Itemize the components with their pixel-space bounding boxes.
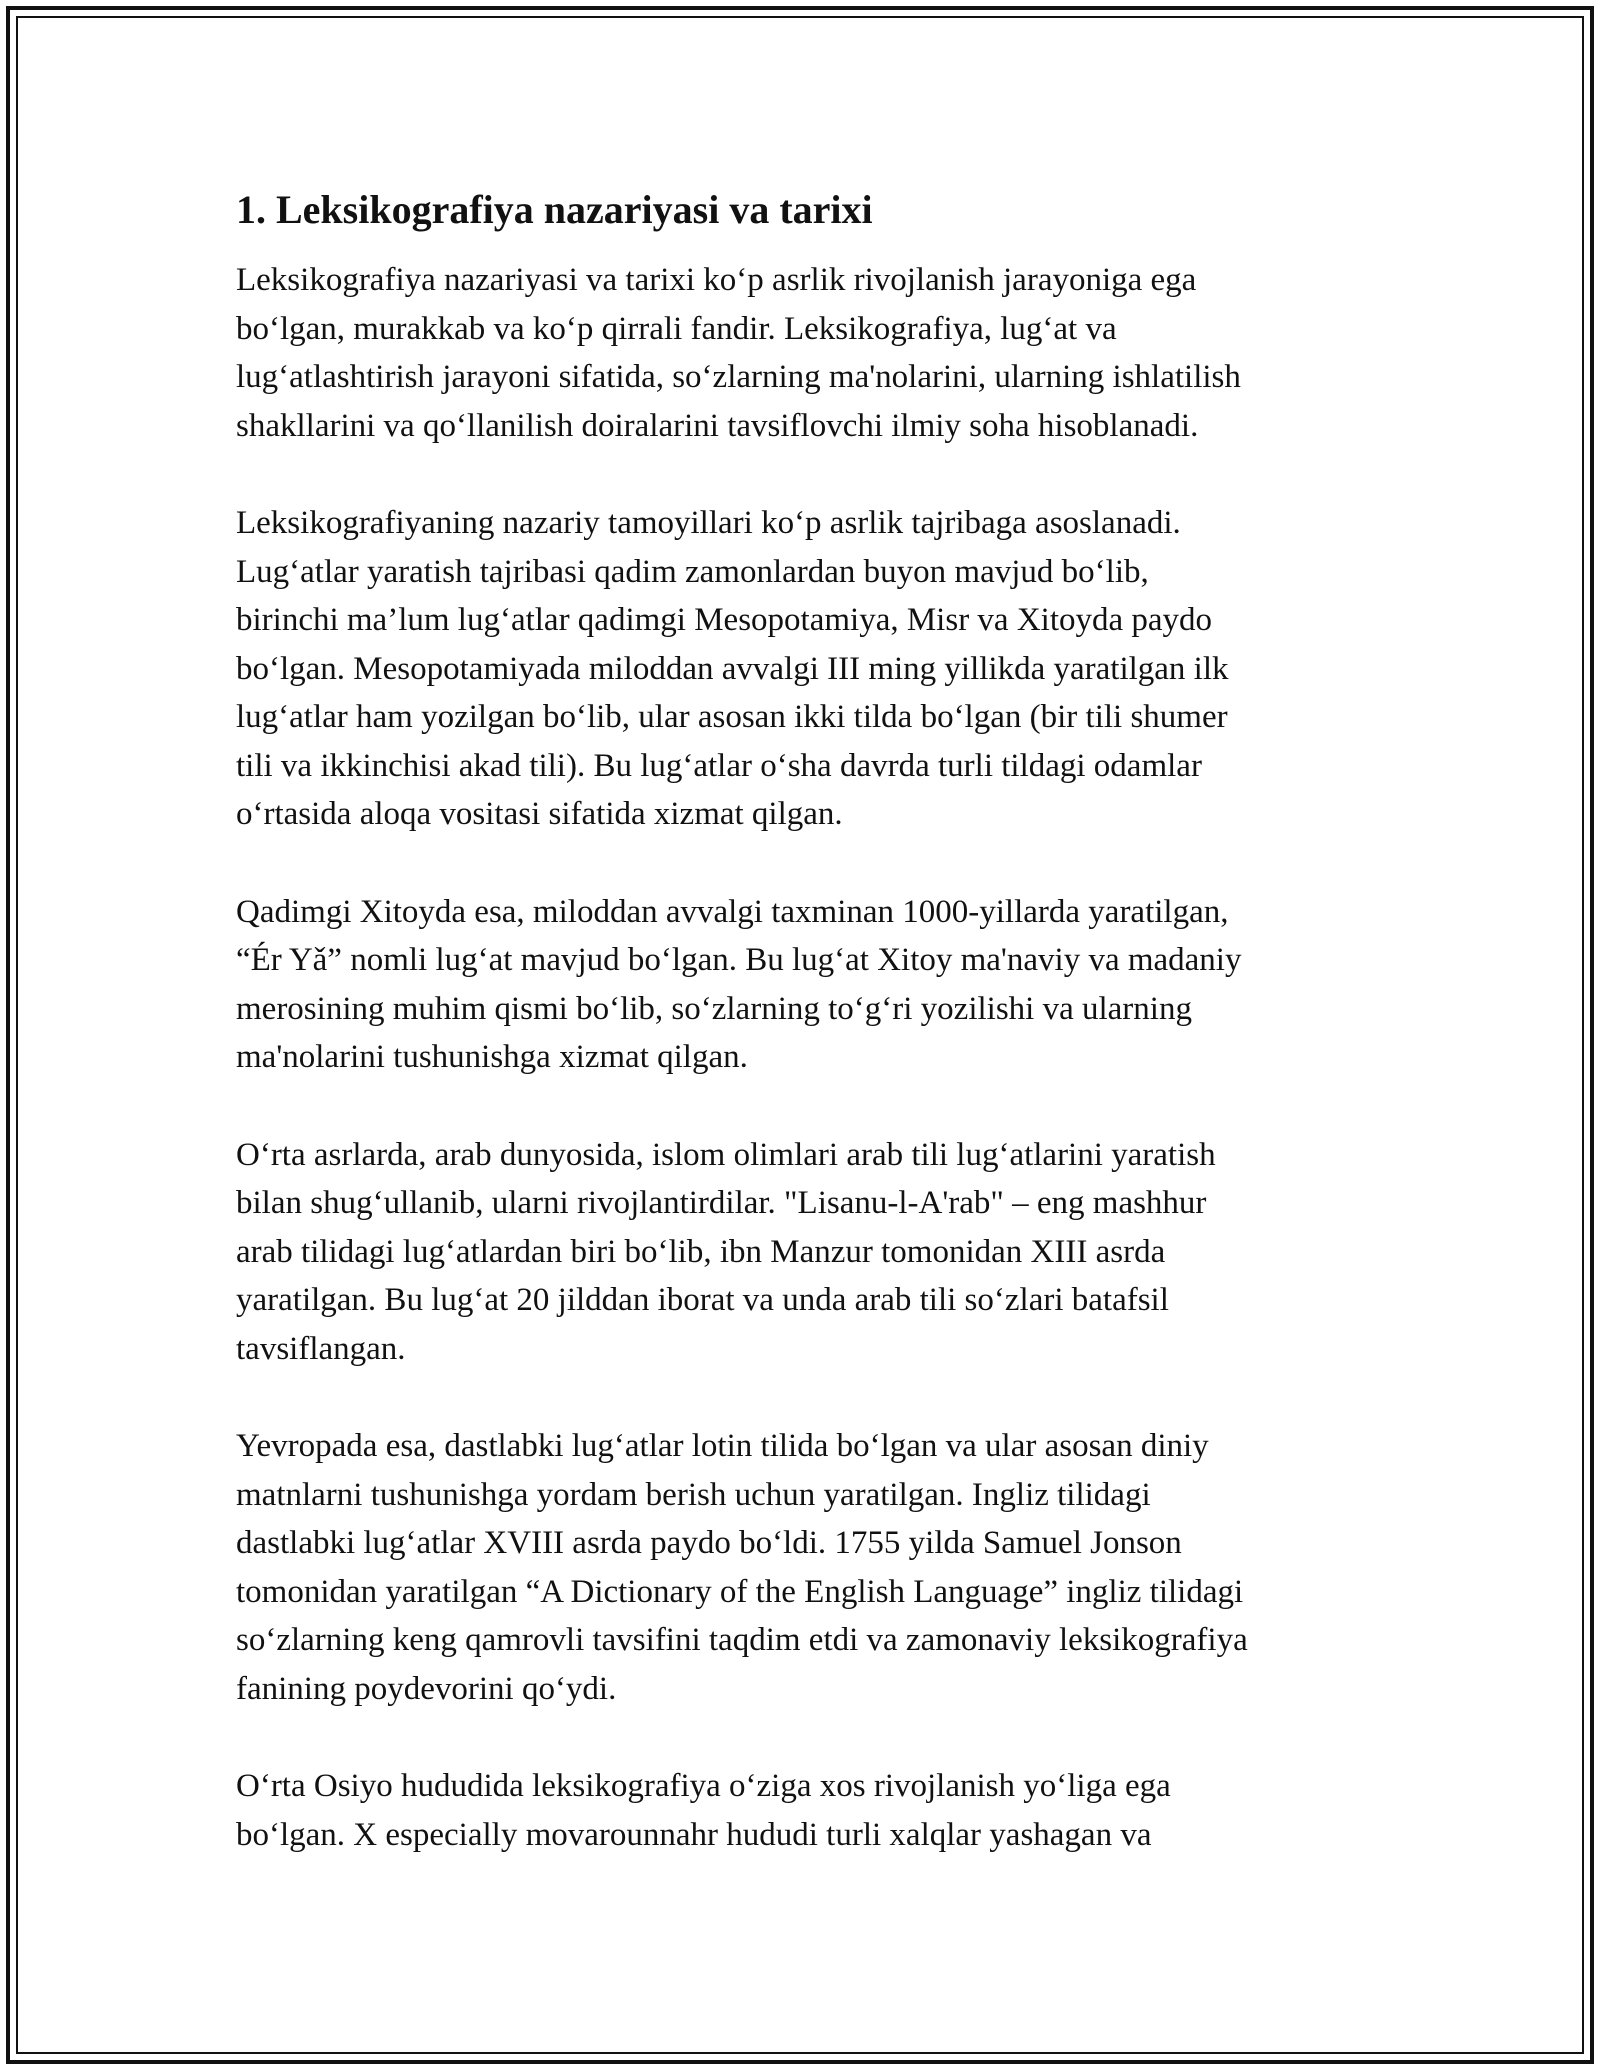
paragraph-intro: Leksikografiya nazariyasi va tarixi koʻp asrlik rivojlanish jarayoniga ega boʻlgan, murakkab va koʻp qirrali fandir. Leksikografiya, lugʻat va lugʻatlashtirish jarayoni sifatida, soʻzlarning ma'nolarini, ularning ishlatilish shakllarini va qoʻllanilish doiralarini tavsiflovchi ilmiy soha hisoblanadi. [236,262,1241,444]
paragraph-arab-world: Oʻrta asrlarda, arab dunyosida, islom olimlari arab tili lugʻatlarini yaratish bilan shugʻullanib, ularni rivojlantirdilar. "Lisanu-l-A'rab" – eng mashhur arab tilidagi lugʻatlardan biri boʻlib, ibn Manzur tomonidan XIII asrda yaratilgan. Bu lugʻat 20 jilddan iborat va unda arab tili soʻzlari batafsil tavsiflangan. [236,1136,1216,1367]
paragraph-mesopotamia: Leksikografiyaning nazariy tamoyillari koʻp asrlik tajribaga asoslanadi. Lugʻatlar yaratish tajribasi qadim zamonlardan buyon mavjud boʻlib, birinchi ma’lum lugʻatlar qadimgi Mesopotamiya, Misr va Xitoyda paydo boʻlgan. Mesopotamiyada miloddan avvalgi III ming yillikda yaratilgan ilk lugʻatlar ham yozilgan boʻlib, ular asosan ikki tilda boʻlgan (bir tili shumer tili va ikkinchisi akad tili). Bu lugʻatlar oʻsha davrda turli tildagi odamlar oʻrtasida aloqa vositasi sifatida xizmat qilgan. [236,505,1229,832]
section-heading: 1. Leksikografiya nazariyasi va tarixi [236,187,873,232]
paragraph-europe: Yevropada esa, dastlabki lugʻatlar lotin tilida boʻlgan va ular asosan diniy matnlarni tushunishga yordam berish uchun yaratilgan. Ingliz tilidagi dastlabki lugʻatlar XVIII asrda paydo boʻldi. 1755 yilda Samuel Jonson tomonidan yaratilgan “A Dictionary of the English Language” ingliz tilidagi soʻzlarning keng qamrovli tavsifini taqdim etdi va zamonaviy leksikografiya fanining poydevorini qoʻydi. [236,1428,1248,1707]
document-body [236,186,1366,1908]
paragraph-china: Qadimgi Xitoyda esa, miloddan avvalgi taxminan 1000-yillarda yaratilgan, “Ér Yǎ” nomli lugʻat mavjud boʻlgan. Bu lugʻat Xitoy ma'naviy va madaniy merosining muhim qismi boʻlib, soʻzlarning toʻgʻri yozilishi va ularning ma'nolarini tushunishga xizmat qilgan. [236,893,1242,1075]
paragraph-central-asia: Oʻrta Osiyo hududida leksikografiya oʻziga xos rivojlanish yoʻliga ega boʻlgan. X especially movarounnahr hududi turli xalqlar yashagan va [236,1768,1171,1853]
